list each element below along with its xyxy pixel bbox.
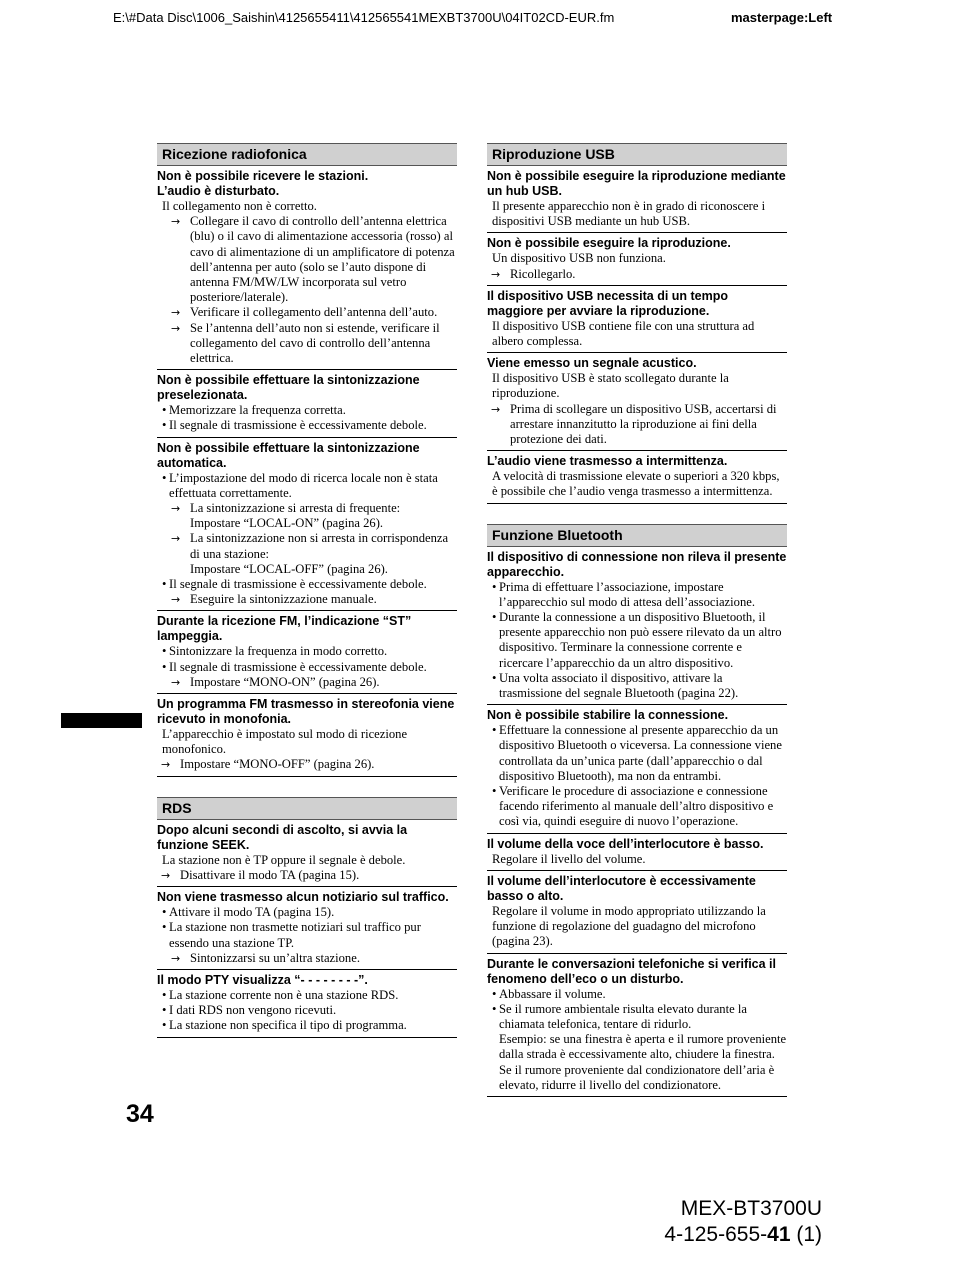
- solution: Il collegamento non è corretto. → Collegare il cavo di controllo dell’antenna elettrica (blu) o il cavo di alimentazione accessoria (rosso) al cavo di alimentazione di un amplificatore di potenza dell’antenna per auto (solo se l’auto dispone di antenna FM/MW/LW incorporata sul vetro posteriore/laterale). → Verificare il collegamento dell’antenna dell’auto. → Se l’antenna dell’auto non si estende, verificare il collegamento del cavo di controllo dell’antenna elettrica.: [157, 199, 457, 366]
- trouble-entry: [487, 286, 787, 353]
- solution: Il dispositivo USB è stato scollegato durante la riproduzione. → Prima di scollegare un dispositivo USB, accertarsi di arrestare innanzitutto la riproduzione ai fini della protezione dei dati.: [487, 371, 787, 447]
- trouble-entry: [157, 438, 457, 612]
- section-radio: [157, 143, 457, 777]
- solution: Il dispositivo USB contiene file con una struttura ad albero complessa.: [492, 318, 755, 349]
- section-title: Riproduzione USB: [487, 143, 787, 166]
- section-title: Funzione Bluetooth: [487, 524, 787, 547]
- solution: Un dispositivo USB non funziona. → Ricollegarlo.: [487, 251, 787, 281]
- problem: Un programma FM trasmesso in stereofonia viene ricevuto in monofonia.: [157, 697, 455, 727]
- trouble-entry: [157, 370, 457, 437]
- trouble-entry: [157, 887, 457, 970]
- problem: Durante la ricezione FM, l’indicazione “ST” lampeggia.: [157, 614, 412, 644]
- model-name: MEX-BT3700U: [680, 1197, 822, 1220]
- problem: Non è possibile eseguire la riproduzione mediante un hub USB.: [487, 169, 786, 198]
- problem: Non è possibile effettuare la sintonizzazione preselezionata.: [157, 373, 420, 403]
- problem: Non è possibile ricevere le stazioni. L’audio è disturbato.: [157, 169, 369, 198]
- model-code: 4-125-655-41 (1): [664, 1223, 822, 1246]
- solution: • Abbassare il volume. • Se il rumore ambientale risulta elevato durante la chiamata telefonica, tentare di ridurlo. Esempio: se una finestra è aperta e il rumore proveniente dalla strada è eccessivamente alto, chiudere la finestra. Se il rumore proveniente dal condizionatore dell’aria è elevato, ridurre il livello del condizionatore.: [487, 987, 787, 1093]
- file-path-header: E:\#Data Disc\1006_Saishin\4125655411\412565541MEXBT3700U\04IT02CD-EUR.fm: [113, 10, 615, 25]
- solution: Regolare il volume in modo appropriato utilizzando la funzione di regolazione del guadagno del microfono (pagina 23).: [492, 903, 766, 949]
- section-title: RDS: [157, 797, 457, 820]
- solution: • L’impostazione del modo di ricerca locale non è stata effettuata correttamente. → La sintonizzazione si arresta di frequente: Impostare “LOCAL-ON” (pagina 26). → La sintonizzazione non si arresta in corrispondenza di una stazione: Impostare “LOCAL-OFF” (pagina 26). • Il segnale di trasmissione è eccessivamente debole. → Eseguire la sintonizzazione manuale.: [157, 471, 457, 608]
- solution: • Prima di effettuare l’associazione, impostare l’apparecchio sul modo di attesa dell’associazione. • Durante la connessione a un dispositivo Bluetooth, il presente apparecchio non può essere rilevato da un altro dispositivo. Terminare la connessione corrente e ricercare l’apparecchio da un altro dispositivo. • Una volta associato il dispositivo, attivare la trasmissione del segnale Bluetooth (pagina 22).: [487, 580, 787, 702]
- trouble-entry: [157, 970, 457, 1038]
- trouble-entry: [487, 547, 787, 706]
- problem: Il volume della voce dell’interlocutore è basso.: [487, 836, 764, 851]
- right-column: [487, 143, 787, 1117]
- solution: L’apparecchio è impostato sul modo di ricezione monofonico. → Impostare “MONO-OFF” (pagina 26).: [157, 727, 457, 773]
- solution: Regolare il livello del volume.: [492, 851, 646, 866]
- problem: Dopo alcuni secondi di ascolto, si avvia la funzione SEEK.: [157, 822, 408, 852]
- section-usb: [487, 143, 787, 504]
- trouble-entry: [487, 705, 787, 833]
- section-tab-marker: [61, 713, 142, 728]
- trouble-entry: [487, 353, 787, 451]
- trouble-entry: [157, 820, 457, 887]
- masterpage-label: masterpage:Left: [731, 10, 833, 25]
- problem: Il dispositivo USB necessita di un tempo maggiore per avviare la riproduzione.: [487, 288, 729, 318]
- trouble-entry: [487, 451, 787, 503]
- trouble-entry: [487, 233, 787, 285]
- left-column: [157, 143, 457, 1058]
- problem: Il volume dell’interlocutore è eccessivamente basso o alto.: [487, 873, 756, 903]
- problem: Il dispositivo di connessione non rileva il presente apparecchio.: [487, 549, 787, 579]
- trouble-entry: [487, 834, 787, 871]
- trouble-entry: [157, 611, 457, 694]
- solution: • Sintonizzare la frequenza in modo corretto. • Il segnale di trasmissione è eccessivamente debole. → Impostare “MONO-ON” (pagina 26).: [157, 644, 457, 690]
- trouble-entry: [487, 871, 787, 954]
- solution: • La stazione corrente non è una stazione RDS. • I dati RDS non vengono ricevuti. • La stazione non specifica il tipo di programma.: [157, 988, 457, 1034]
- problem: Il modo PTY visualizza “- - - - - - - -”.: [157, 972, 368, 987]
- page-number: 34: [126, 1100, 154, 1128]
- solution: A velocità di trasmissione elevate o superiori a 320 kbps, è possibile che l’audio venga trasmesso a intermittenza.: [492, 469, 780, 499]
- problem: Non viene trasmesso alcun notiziario sul traffico.: [157, 890, 449, 905]
- solution: • Effettuare la connessione al presente apparecchio da un dispositivo Bluetooth o viceversa. La connessione viene controllata da un’unica parte (dall’apparecchio o dal dispositivo Bluetooth), ma non da entrambi. • Verificare le procedure di associazione e connessione facendo riferimento al manuale dell’altro dispositivo e così via, quindi eseguire di nuovo l’operazione.: [487, 723, 787, 829]
- trouble-entry: [157, 166, 457, 370]
- solution: Il presente apparecchio non è in grado di riconoscere i dispositivi USB mediante un hub USB.: [492, 199, 766, 229]
- section-title: Ricezione radiofonica: [157, 143, 457, 166]
- solution: • Attivare il modo TA (pagina 15). • La stazione non trasmette notiziari sul traffico pur essendo una stazione TP. → Sintonizzarsi su un’altra stazione.: [157, 905, 457, 966]
- section-bluetooth: [487, 524, 787, 1097]
- problem: Non è possibile effettuare la sintonizzazione automatica.: [157, 440, 420, 470]
- problem: Non è possibile eseguire la riproduzione.: [487, 236, 731, 251]
- solution: La stazione non è TP oppure il segnale è debole. → Disattivare il modo TA (pagina 15).: [157, 853, 457, 883]
- trouble-entry: [487, 954, 787, 1097]
- problem: Durante le conversazioni telefoniche si verifica il fenomeno dell’eco o un disturbo.: [487, 956, 776, 986]
- section-rds: [157, 797, 457, 1038]
- trouble-entry: [157, 694, 457, 777]
- problem: Non è possibile stabilire la connessione.: [487, 708, 729, 723]
- solution: • Memorizzare la frequenza corretta. • Il segnale di trasmissione è eccessivamente debole.: [157, 403, 457, 433]
- model-info: [650, 1196, 822, 1248]
- problem: L’audio viene trasmesso a intermittenza.: [487, 454, 728, 469]
- trouble-entry: [487, 166, 787, 233]
- problem: Viene emesso un segnale acustico.: [487, 356, 697, 371]
